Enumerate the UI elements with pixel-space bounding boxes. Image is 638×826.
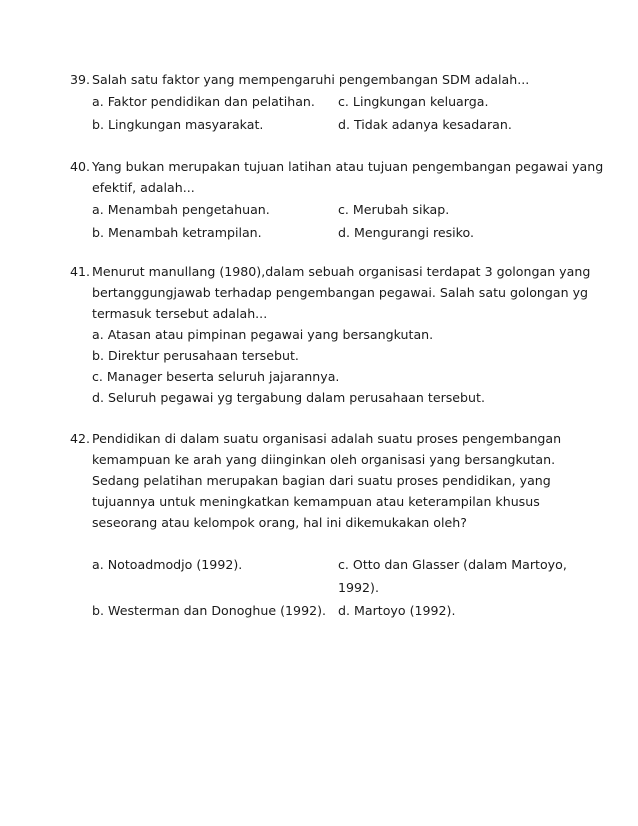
question-text: Menurut manullang (1980),dalam sebuah organisasi terdapat 3 golongan yang	[92, 264, 591, 279]
question-stem-line	[70, 156, 604, 177]
question-42-options	[70, 553, 570, 622]
question-stem-line	[70, 303, 570, 324]
question-stem-line	[70, 69, 570, 90]
question-text: termasuk tersebut adalah...	[92, 306, 268, 321]
option-text: b. Direktur perusahaan tersebut.	[92, 348, 299, 363]
option-text: a. Atasan atau pimpinan pegawai yang bersangkutan.	[92, 327, 434, 342]
question-text: Pendidikan di dalam suatu organisasi adalah suatu proses pengembangan	[92, 431, 562, 446]
option-row	[70, 553, 570, 576]
question-text: kemampuan ke arah yang diinginkan oleh organisasi yang bersangkutan.	[92, 452, 556, 467]
question-number: 41.	[70, 264, 91, 279]
question-text: seseorang atau kelompok orang, hal ini dikemukakan oleh?	[92, 515, 467, 530]
option-b	[70, 345, 570, 366]
option-row	[70, 198, 570, 221]
option-row	[70, 599, 570, 622]
question-text: tujuannya untuk meningkatkan kemampuan atau keterampilan khusus	[92, 494, 540, 509]
option-a: a. Notoadmodjo (1992).	[92, 557, 243, 572]
option-b: b. Westerman dan Donoghue (1992).	[92, 603, 327, 618]
option-b: b. Lingkungan masyarakat.	[92, 117, 264, 132]
question-stem-line	[70, 177, 570, 198]
option-a	[70, 324, 570, 345]
option-c	[70, 366, 570, 387]
option-d: d. Tidak adanya kesadaran.	[338, 117, 512, 132]
question-39	[70, 69, 570, 136]
option-d	[70, 387, 570, 408]
option-text: d. Seluruh pegawai yg tergabung dalam perusahaan tersebut.	[92, 390, 485, 405]
option-row	[70, 221, 570, 244]
option-a: a. Faktor pendidikan dan pelatihan.	[92, 94, 315, 109]
question-stem-line	[70, 428, 570, 449]
question-stem-line	[70, 261, 591, 282]
question-text: Sedang pelatihan merupakan bagian dari suatu proses pendidikan, yang	[92, 473, 551, 488]
option-c-continued: 1992).	[338, 580, 379, 595]
question-42	[70, 428, 570, 533]
question-stem-line	[70, 491, 570, 512]
question-text: Salah satu faktor yang mempengaruhi pengembangan SDM adalah...	[92, 72, 530, 87]
question-number: 42.	[70, 431, 91, 446]
question-number: 39.	[70, 72, 91, 87]
option-d: d. Martoyo (1992).	[338, 603, 456, 618]
option-b: b. Menambah ketrampilan.	[92, 225, 262, 240]
option-c: c. Merubah sikap.	[338, 202, 450, 217]
option-c: c. Lingkungan keluarga.	[338, 94, 489, 109]
option-row	[70, 576, 570, 599]
question-stem-line	[70, 512, 570, 533]
option-c: c. Otto dan Glasser (dalam Martoyo,	[338, 557, 567, 572]
question-stem-line	[70, 282, 589, 303]
question-text: bertanggungjawab terhadap pengembangan pegawai. Salah satu golongan yg	[92, 285, 589, 300]
question-text: efektif, adalah...	[92, 180, 195, 195]
question-40	[70, 156, 604, 244]
question-41	[70, 261, 591, 408]
option-row	[70, 90, 570, 113]
option-text: c. Manager beserta seluruh jajarannya.	[92, 369, 340, 384]
option-a: a. Menambah pengetahuan.	[92, 202, 270, 217]
question-stem-line	[70, 449, 570, 470]
question-number: 40.	[70, 159, 91, 174]
option-d: d. Mengurangi resiko.	[338, 225, 474, 240]
option-row	[70, 113, 570, 136]
question-text: Yang bukan merupakan tujuan latihan atau tujuan pengembangan pegawai yang	[92, 159, 604, 174]
question-stem-line	[70, 470, 570, 491]
